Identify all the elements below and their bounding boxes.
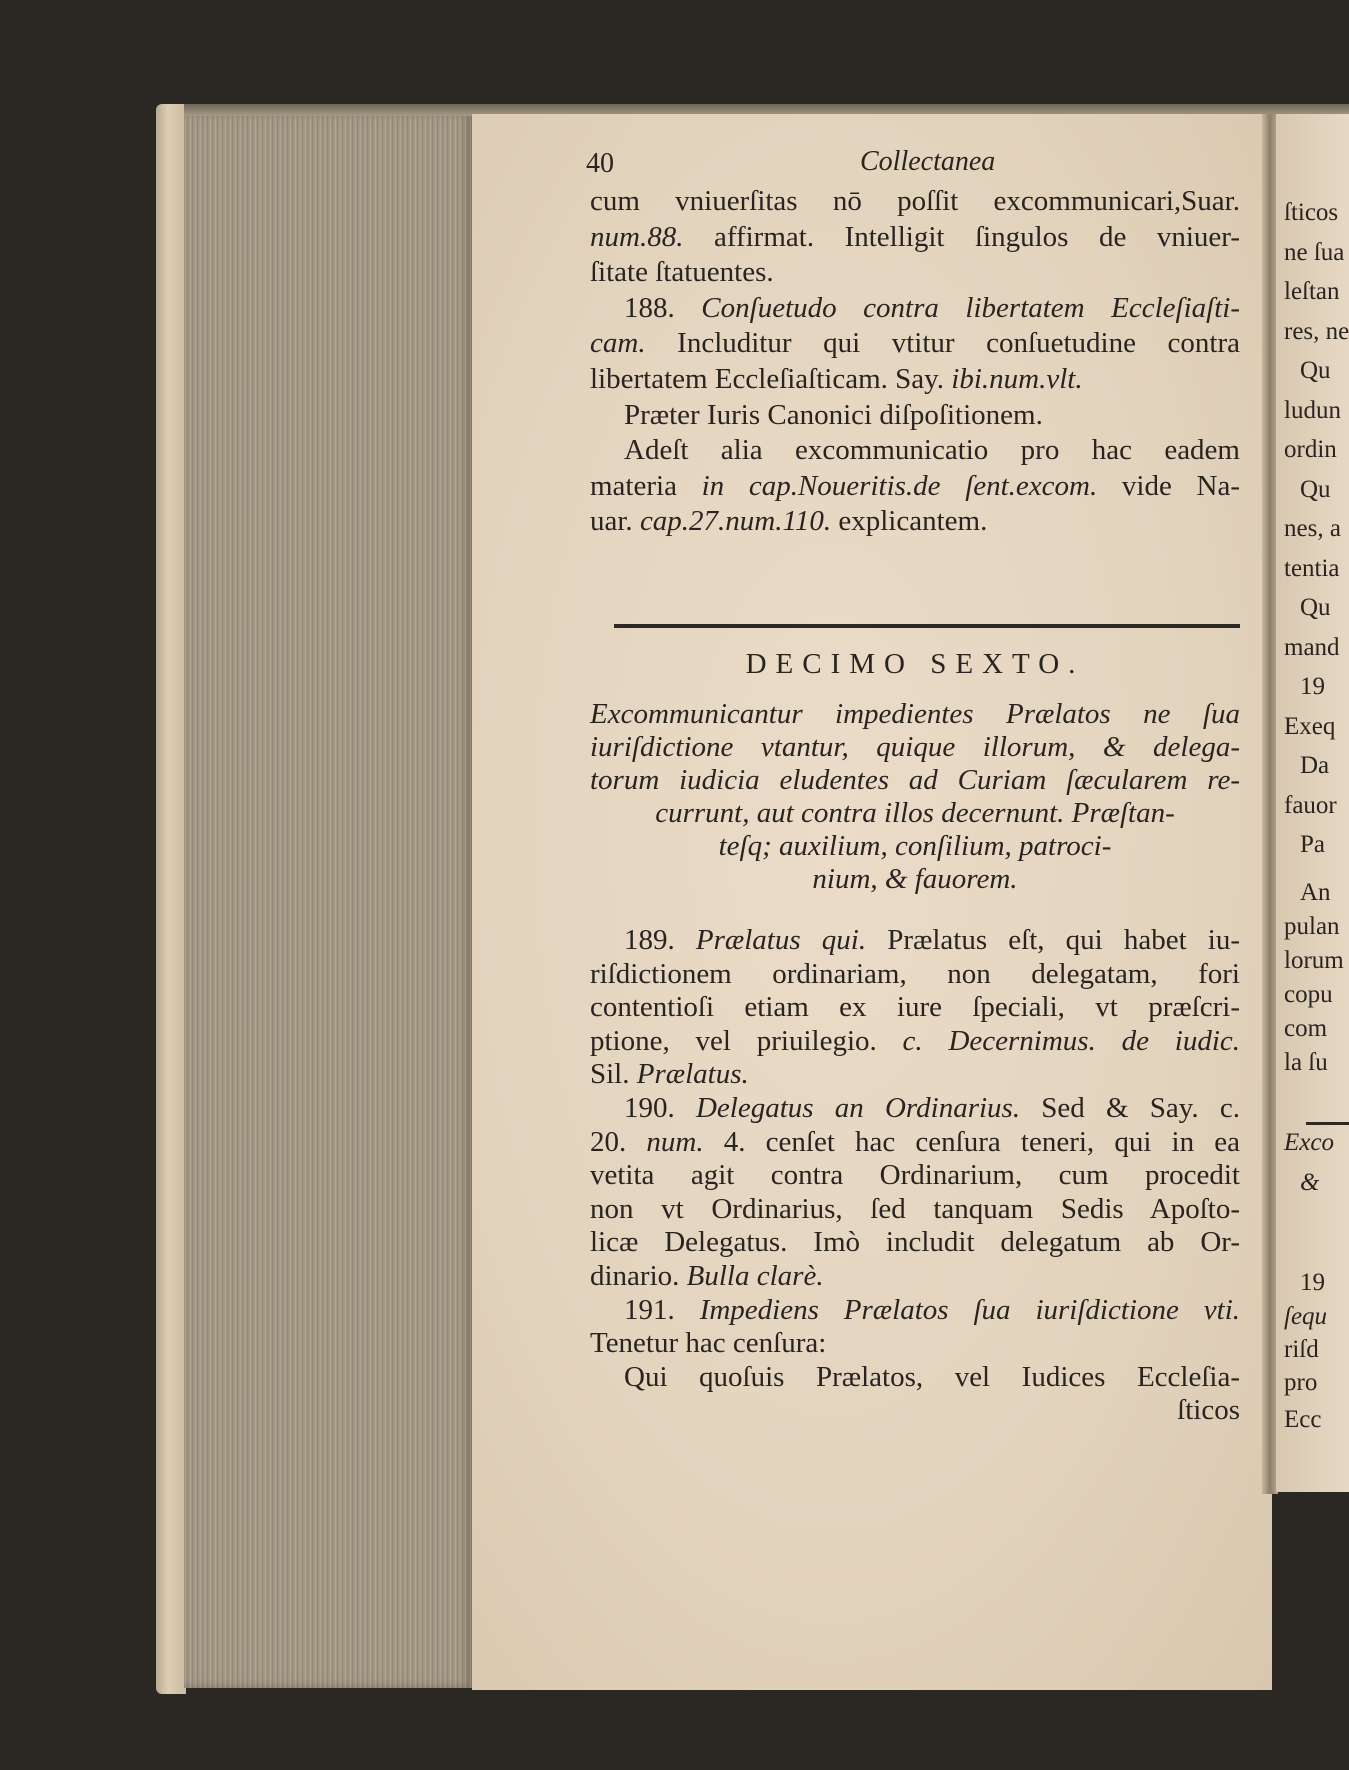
paragraph-line	[590, 1260, 1240, 1292]
summary-line	[590, 863, 1240, 895]
text: dinario.	[590, 1260, 687, 1292]
text: Qui quoſuis Prælatos, vel Iudices Eccleſia-	[624, 1360, 1240, 1393]
facing-page-fragment: com	[1284, 1015, 1328, 1042]
paragraph-line	[590, 256, 1240, 288]
paragraph-line	[590, 1058, 1240, 1090]
paragraph-line	[590, 1226, 1240, 1258]
facing-page-fragment: la ſu	[1284, 1049, 1328, 1076]
text: licæ Delegatus. Imò includit delegatum ab Or-	[590, 1226, 1240, 1259]
paragraph-line	[590, 1159, 1240, 1191]
paragraph-line	[590, 1025, 1240, 1057]
italic-text: ibi.num.vlt.	[951, 363, 1083, 395]
text: non vt Ordinarius, ſed tanquam Sedis Apoſto-	[590, 1192, 1240, 1225]
text: 189.	[624, 924, 696, 956]
paragraph-line	[590, 1394, 1240, 1426]
text: 4. cenſet hac cenſura teneri, qui in ea	[703, 1125, 1240, 1158]
facing-page-fragment: Pa	[1300, 831, 1325, 858]
paragraph-line	[624, 924, 1240, 956]
facing-page-fragment: fauor	[1284, 791, 1337, 819]
facing-page-fragment: ſticos	[1284, 199, 1339, 226]
italic-text: nium, & fauorem.	[812, 863, 1018, 895]
text: riſdictionem ordinariam, non delegatam, fori	[590, 957, 1240, 990]
summary-line	[590, 797, 1240, 829]
text: explicantem.	[831, 505, 988, 538]
facing-page-fragment: Exeq	[1284, 712, 1336, 740]
paragraph-line	[590, 470, 1240, 502]
summary-line	[590, 830, 1240, 862]
italic-text: Prælatus.	[636, 1058, 749, 1091]
text: Prælatus eſt, qui habet iu-	[866, 924, 1240, 956]
summary-line	[590, 698, 1240, 730]
text: 188.	[624, 291, 702, 324]
text: uar.	[590, 505, 640, 538]
italic-text: cam.	[590, 327, 646, 360]
facing-page-fragment: ne ſua	[1284, 238, 1345, 266]
section-rule	[614, 624, 1240, 628]
italic-text: Prælatus qui.	[695, 924, 867, 956]
paragraph-line	[590, 505, 1240, 537]
italic-text: Delegatus an Ordinarius.	[695, 1092, 1021, 1124]
italic-text: torum iudicia eludentes ad Curiam ſæcularem re-	[590, 764, 1240, 796]
text: Adeſt alia excommunicatio pro hac eadem	[624, 434, 1240, 467]
italic-text: in cap.Noueritis.de ſent.excom.	[701, 469, 1098, 502]
paragraph-line	[590, 221, 1240, 253]
paragraph-line	[624, 1361, 1240, 1393]
facing-page-fragment: &	[1300, 1169, 1320, 1196]
facing-page-fragment: An	[1300, 879, 1331, 906]
italic-text: teſq; auxilium, conſilium, patroci-	[718, 830, 1112, 862]
italic-text: Impediens Prælatos ſua iuriſdictione vti.	[699, 1293, 1241, 1326]
italic-text: num.88.	[590, 220, 684, 253]
italic-text: Conſuetudo contra libertatem Eccleſiaſti-	[701, 291, 1240, 324]
summary-line	[590, 764, 1240, 796]
paragraph-line	[590, 1193, 1240, 1225]
facing-page-fragment: ſequ	[1284, 1303, 1328, 1330]
text: cum vniuerſitas nō poſſit excommunicari,Suar.	[590, 185, 1240, 217]
paragraph-line	[590, 958, 1240, 990]
text: Præter Iuris Canonici diſpoſitionem.	[624, 398, 1043, 431]
facing-page-fragment: mand	[1284, 633, 1340, 661]
text: contentioſi etiam ex iure ſpeciali, vt præſcri-	[590, 991, 1240, 1024]
facing-page-fragment: Qu	[1300, 475, 1331, 503]
paragraph-line	[624, 1092, 1240, 1124]
facing-page-fragment: Qu	[1300, 357, 1331, 384]
paragraph-line	[590, 363, 1240, 395]
paragraph-line	[624, 434, 1240, 466]
text: affirmat. Intelligit ſingulos de vniuer-	[683, 220, 1240, 253]
italic-text: cap.27.num.110.	[639, 505, 832, 538]
text: 190.	[624, 1092, 696, 1124]
facing-page-fragment: pro	[1284, 1369, 1318, 1396]
paragraph-line	[590, 1327, 1240, 1359]
section-heading: DECIMO SEXTO.	[745, 648, 1085, 680]
italic-text: Bulla clarè.	[686, 1260, 824, 1292]
text: materia	[590, 469, 702, 502]
paragraph-line	[590, 991, 1240, 1023]
text: Sed & Say. c.	[1020, 1092, 1240, 1124]
paragraph-line	[590, 185, 1240, 217]
text: libertatem Eccleſiaſticam. Say.	[590, 363, 952, 395]
facing-page-fragment: riſd	[1284, 1336, 1319, 1363]
page-number: 40	[586, 148, 614, 179]
paragraph-line	[590, 327, 1240, 359]
facing-page-fragment: Da	[1300, 752, 1330, 779]
text: ptione, vel priuilegio.	[590, 1024, 903, 1057]
text: Tenetur hac cenſura:	[590, 1327, 827, 1360]
paragraph-line	[624, 399, 1240, 431]
text: Includitur qui vtitur conſuetudine contra	[645, 327, 1240, 360]
italic-text: c. Decernimus. de iudic.	[902, 1024, 1240, 1057]
text: ſticos	[1177, 1394, 1240, 1427]
facing-page-fragment: nes, a	[1284, 515, 1341, 542]
italic-text: num.	[646, 1125, 704, 1158]
facing-page-fragment: Exco	[1284, 1129, 1334, 1156]
facing-page-fragment: ludun	[1284, 396, 1341, 424]
italic-text: currunt, aut contra illos decernunt. Præſtan-	[655, 797, 1175, 829]
facing-page-fragment: copu	[1284, 981, 1333, 1008]
running-title: Collectanea	[860, 146, 996, 177]
facing-page-fragment: 19	[1300, 673, 1325, 700]
paragraph-line	[624, 292, 1240, 324]
text: vide Na-	[1097, 469, 1240, 502]
facing-page-fragment: pulan	[1284, 913, 1340, 940]
summary-line	[590, 731, 1240, 763]
paragraph-line	[590, 1126, 1240, 1158]
text: 20.	[590, 1125, 647, 1158]
facing-page-fragment: lorum	[1284, 947, 1344, 974]
facing-page-fragment: tentia	[1284, 554, 1340, 582]
text: ſitate ſtatuentes.	[590, 256, 774, 289]
italic-text: Excommunicantur impedientes Prælatos ne ſua	[590, 698, 1240, 730]
facing-page-fragment: leſtan	[1284, 278, 1340, 305]
facing-page-fragment: res, ne	[1284, 317, 1349, 345]
text: vetita agit contra Ordinarium, cum procedit	[590, 1159, 1240, 1192]
facing-page-fragment: ordin	[1284, 436, 1337, 463]
italic-text: iuriſdictione vtantur, quique illorum, & delega-	[590, 731, 1240, 763]
facing-page-rule	[1306, 1122, 1349, 1125]
text: 191.	[624, 1293, 700, 1326]
facing-page-fragment: Ecc	[1284, 1406, 1322, 1433]
facing-page-fragment: Qu	[1300, 594, 1331, 621]
facing-page-fragment: 19	[1300, 1269, 1325, 1296]
page-fore-edges	[184, 112, 474, 1688]
text: Sil.	[590, 1058, 637, 1091]
book-cover-edge	[156, 104, 186, 1694]
paragraph-line	[624, 1294, 1240, 1326]
